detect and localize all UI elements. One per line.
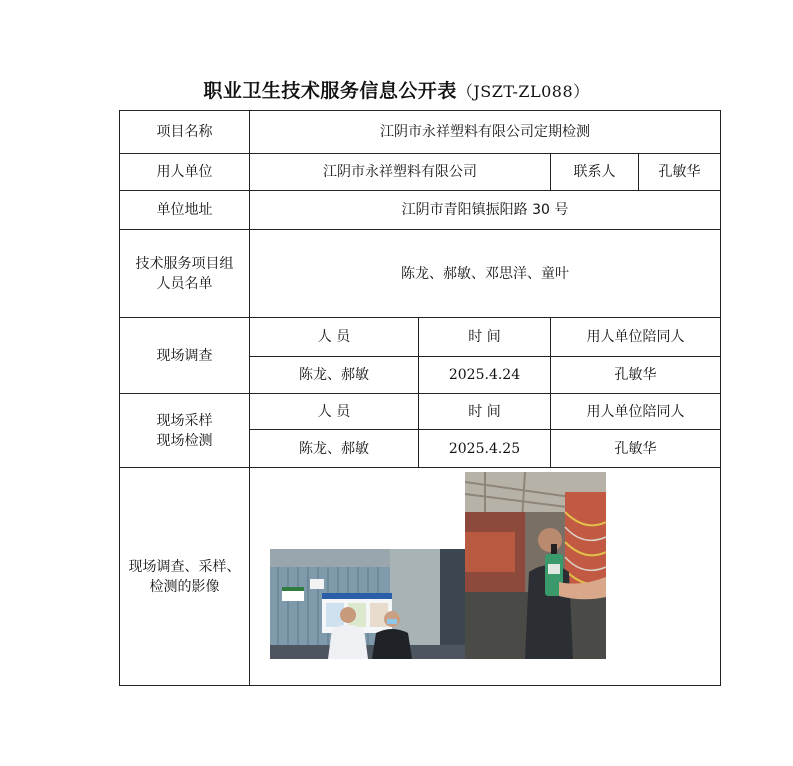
sampling-label-line2: 现场检测 xyxy=(156,432,213,449)
survey-people: 陈龙、郝敏 xyxy=(250,357,419,394)
contact-label: 联系人 xyxy=(551,154,639,191)
images-cell xyxy=(250,468,721,686)
images-label-line1: 现场调查、采样、 xyxy=(128,558,241,575)
survey-header-date: 时 间 xyxy=(419,318,551,357)
survey-header-people: 人 员 xyxy=(250,318,419,357)
site-sampling-photo xyxy=(465,472,606,659)
title-main: 职业卫生技术服务信息公开表 xyxy=(203,80,457,102)
survey-label: 现场调查 xyxy=(120,318,250,394)
page-title xyxy=(0,76,793,103)
site-survey-photo xyxy=(270,549,465,659)
project-label: 项目名称 xyxy=(120,111,250,154)
row-images xyxy=(120,468,721,686)
sampling-label xyxy=(120,394,250,468)
contact-value: 孔敏华 xyxy=(639,154,721,191)
survey-escort: 孔敏华 xyxy=(551,357,721,394)
row-survey-header xyxy=(120,318,721,357)
project-value: 江阴市永祥塑料有限公司定期检测 xyxy=(250,111,721,154)
row-sampling-header xyxy=(120,394,721,430)
survey-header-escort: 用人单位陪同人 xyxy=(551,318,721,357)
images-label-line2: 检测的影像 xyxy=(149,578,220,595)
employer-label: 用人单位 xyxy=(120,154,250,191)
address-label: 单位地址 xyxy=(120,191,250,230)
employer-value: 江阴市永祥塑料有限公司 xyxy=(250,154,551,191)
sampling-label-line1: 现场采样 xyxy=(156,412,213,429)
team-label-line1: 技术服务项目组 xyxy=(135,255,234,272)
info-table xyxy=(119,110,721,686)
sampling-escort: 孔敏华 xyxy=(551,430,721,468)
address-value: 江阴市青阳镇振阳路 30 号 xyxy=(250,191,721,230)
team-label xyxy=(120,230,250,318)
team-label-line2: 人员名单 xyxy=(156,275,213,292)
team-value: 陈龙、郝敏、邓思洋、童叶 xyxy=(250,230,721,318)
sampling-date: 2025.4.25 xyxy=(419,430,551,468)
row-employer xyxy=(120,154,721,191)
row-project xyxy=(120,111,721,154)
sampling-header-date: 时 间 xyxy=(419,394,551,430)
form-code: （JSZT-ZL088） xyxy=(456,82,590,101)
survey-date: 2025.4.24 xyxy=(419,357,551,394)
sampling-header-escort: 用人单位陪同人 xyxy=(551,394,721,430)
row-address xyxy=(120,191,721,230)
row-team xyxy=(120,230,721,318)
sampling-header-people: 人 员 xyxy=(250,394,419,430)
images-label xyxy=(120,468,250,686)
sampling-people: 陈龙、郝敏 xyxy=(250,430,419,468)
